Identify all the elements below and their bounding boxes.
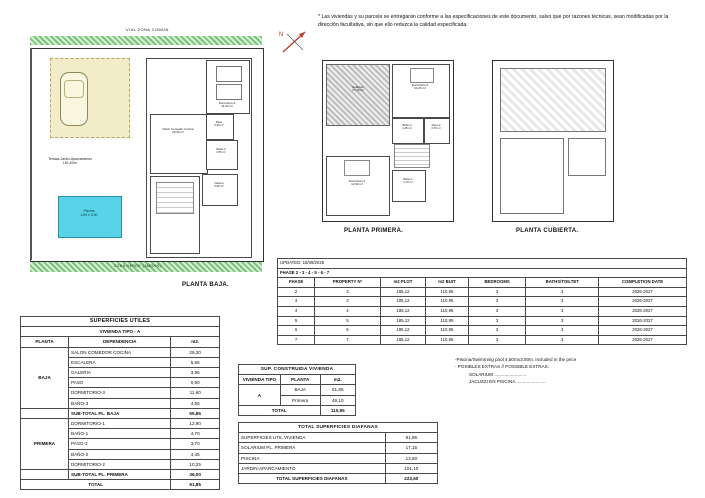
bano2-area: 4,45 m² (402, 126, 412, 131)
total-label: TOTAL (239, 405, 321, 415)
cell: 110,95 (426, 335, 469, 345)
cell: 110,95 (426, 297, 469, 307)
bano2-name: Baño-2 (402, 123, 412, 127)
pool-label (68, 210, 110, 218)
table-row (21, 347, 220, 357)
cell: JARDIN-APARCAMIENTO (239, 463, 386, 473)
roof-small-block (568, 138, 606, 176)
col-vivienda-tipo: VIVIENDA TIPO (239, 375, 281, 385)
total-label: TOTAL SUPERFICIES DIAFANAS (239, 474, 386, 484)
cell: 2026-2027 (599, 287, 687, 297)
cell: 3 (526, 287, 599, 297)
planta-cubierta-drawing (492, 60, 652, 250)
construida-title: SUP. CONSTRUIDA VIVIENDA (239, 365, 356, 375)
cell: 0,90 (171, 378, 220, 388)
cell: 17,15 (385, 443, 437, 453)
cell: 110,95 (426, 326, 469, 336)
cell: 3,95 (171, 368, 220, 378)
table-row (239, 463, 438, 473)
col-planta: PLANTA (280, 375, 320, 385)
cell: 2 (278, 287, 315, 297)
galeria-label (202, 182, 236, 188)
room-galeria (202, 174, 238, 206)
bano3-area: 4,55 m² (216, 150, 226, 155)
cell: 3 (278, 297, 315, 307)
cell: 11,60 (171, 388, 220, 398)
dormitorio2-name: Dormitorio-2 (411, 83, 429, 87)
cell: DORMITORIO-2 (69, 459, 171, 469)
cell: 2026-2027 (599, 316, 687, 326)
cell: BAÑO-1 (69, 429, 171, 439)
parcel-left-wall (30, 48, 32, 260)
cell: 3 (468, 316, 526, 326)
roof-lower-block (500, 138, 564, 214)
cell: 7 (315, 335, 380, 345)
room-paso-2 (424, 118, 450, 144)
subtotal-value: 55,85 (171, 408, 220, 418)
street-label-bottom: ZONA VERDE (JARDIN) (114, 264, 162, 268)
table-row (239, 443, 438, 453)
cell: SALON COMEDOR COCINA (69, 347, 171, 357)
planta-cubierta-title: PLANTA CUBIERTA. (516, 228, 579, 234)
roof-hatch-upper (500, 68, 606, 132)
table-row (278, 297, 687, 307)
planta-primera-drawing (322, 60, 462, 250)
terraza-area: 181,40m² (62, 160, 78, 165)
cell: BAÑO-3 (69, 398, 171, 408)
table-row (21, 419, 220, 429)
utiles-title: SUPERFICIES UTILES (21, 317, 220, 327)
cell: 3 (526, 335, 599, 345)
subtotal-label: SUB-TOTAL PL. PRIMERA (69, 470, 171, 480)
table-row (239, 433, 438, 443)
col-bedrooms: BEDROOMS (468, 278, 526, 288)
cell: BAÑO-2 (69, 449, 171, 459)
solarium-name: Solarium (352, 85, 364, 89)
salon-area: 29,30 m² (172, 130, 184, 135)
room-bano-1 (392, 170, 426, 202)
extras-line-3: SOLARIUM ......................... (469, 371, 527, 377)
paso2-name: Paso-2 (431, 123, 441, 127)
bed-icon (216, 66, 242, 82)
bed-icon-dormitorio1 (344, 160, 370, 176)
col-dependencia: DEPENDENCIA (69, 337, 171, 347)
extras-line-4: JACUZZI EN PISCINA........................ (469, 379, 546, 385)
table-row (278, 335, 687, 345)
cell: BAJA (280, 385, 320, 395)
bano1-area: 4,70 m² (403, 180, 413, 185)
cell: 3 (526, 306, 599, 316)
construida-header-row (239, 375, 356, 385)
cell: 110,95 (426, 316, 469, 326)
col-completion: COMPLETION DATE (599, 278, 687, 288)
cell: 3 (468, 326, 526, 336)
cell: 10,25 (171, 459, 220, 469)
dormitorio2-area: 10,25 m² (414, 86, 426, 91)
cell: 110,95 (426, 287, 469, 297)
fases-updated: UPDATED: 15/09/2025 (278, 259, 687, 269)
galeria-area: 3,95 m² (214, 184, 224, 189)
dormitorio3-label (208, 102, 246, 109)
subtotal-label: SUB-TOTAL PL. BAJA (69, 408, 171, 418)
cell: 12,90 (171, 419, 220, 429)
stair-icon-primera (394, 144, 430, 168)
cell: 3 (526, 297, 599, 307)
car-roof-icon (64, 80, 84, 98)
dormitorio1-name: Dormitorio-1 (348, 179, 366, 183)
cell: 3 (468, 306, 526, 316)
galeria-name: Galeria (214, 181, 224, 185)
diafanas-title: TOTAL SUPERFICIES DIAFANAS (239, 423, 438, 433)
cell: SOLARIUM PL. PRIMERA (239, 443, 386, 453)
bed-icon-primera (410, 68, 434, 83)
fases-table (277, 258, 687, 345)
table-row (278, 306, 687, 316)
cell: PASO (69, 378, 171, 388)
diafanas-total-row (239, 474, 438, 484)
utiles-subtitle: VIVIENDA TIPO - A (21, 327, 220, 337)
dormitorio3-name: Dormitorio-3 (218, 101, 236, 105)
cell: Primera (280, 395, 320, 405)
cell: 2026-2027 (599, 306, 687, 316)
disclaimer-note: * Las viviendas y su parcela se entregarán conforme a las especificaciones de este documento, salvo que por razones técnicas, sean modificadas por la dirección facultativa, sin que ello reduzca la calidad especificada. (318, 14, 669, 28)
total-value: 223,60 (385, 474, 437, 484)
subtotal-value: 36,00 (171, 470, 220, 480)
salon-name: Salon Comedor Cocina (162, 127, 194, 131)
table-row (278, 287, 687, 297)
dormitorio1-area: 12,90 m² (351, 182, 363, 187)
cell: 4,70 (171, 429, 220, 439)
cell: 3 (526, 326, 599, 336)
cell: 5 (315, 316, 380, 326)
bano2-label (392, 124, 422, 130)
superficies-diafanas-table (238, 422, 438, 484)
bano1-name: Baño-1 (403, 177, 413, 181)
group-planta-baja: BAJA (21, 347, 69, 408)
cell: 29,30 (171, 347, 220, 357)
bed-icon-2 (216, 84, 242, 100)
col-fhase: FHASE (278, 278, 315, 288)
table-row (278, 326, 687, 336)
planta-primera-title: PLANTA PRIMERA. (344, 228, 404, 234)
total-value: 110,95 (320, 405, 356, 415)
cell: 2 (315, 287, 380, 297)
cell: 3 (468, 335, 526, 345)
cell: 6 (315, 326, 380, 336)
col-m2-plot: m2 PLOT (380, 278, 425, 288)
cell: 13,50 (385, 453, 437, 463)
col-m2-buit: m2 BUIT (426, 278, 469, 288)
subtotal-row-baja (21, 408, 220, 418)
utiles-header-row (21, 337, 220, 347)
cell: 185,12 (380, 326, 425, 336)
room-bano-2 (392, 118, 424, 144)
superficies-utiles-table (20, 316, 220, 490)
pool-area: 4,50 x 3,00 (80, 212, 98, 217)
construida-total-row (239, 405, 356, 415)
paso2-label (424, 124, 448, 130)
bano3-label (206, 148, 236, 154)
planta-baja-drawing (16, 14, 266, 288)
col-planta: PLANTA (21, 337, 69, 347)
cell: PISCINA (239, 453, 386, 463)
cell: 2026-2027 (599, 297, 687, 307)
cell: 4,55 (171, 398, 220, 408)
group-planta-primera: PRIMERA (21, 419, 69, 470)
cell: 49,10 (320, 395, 356, 405)
street-label-top: VIAL ZONA COMUN (126, 27, 169, 32)
cell: 4,45 (171, 449, 220, 459)
cell: 4 (315, 306, 380, 316)
cell: 185,12 (380, 287, 425, 297)
total-label: TOTAL (21, 480, 171, 490)
bano3-name: Baño-3 (216, 147, 226, 151)
svg-text:N: N (279, 32, 284, 38)
cell: 2026-2027 (599, 326, 687, 336)
compass-icon (277, 26, 311, 60)
utiles-total-row (21, 480, 220, 490)
room-bano-3 (206, 140, 238, 170)
paso2-area: 3,70 m² (431, 126, 441, 131)
cell: 91,85 (385, 433, 437, 443)
subtotal-row-primera (21, 470, 220, 480)
pool-name: Piscina (83, 209, 95, 213)
cell: 3,70 (171, 439, 220, 449)
construida-tipo: A (239, 385, 281, 405)
cell: 6 (278, 326, 315, 336)
solarium-area (326, 64, 390, 126)
col-m2: m2. (171, 337, 220, 347)
sup-construida-table (238, 364, 356, 416)
paso-label (206, 121, 232, 127)
cell: ESCALERA (69, 357, 171, 367)
cell: 2026-2027 (599, 335, 687, 345)
extras-line-1: -Piscina/Swimming pool 4,50mx3,00m. included in the price (455, 357, 577, 362)
table-row (239, 385, 356, 395)
cell: 3 (526, 316, 599, 326)
cell: DORMITORIO-3 (69, 388, 171, 398)
cell: 185,12 (380, 306, 425, 316)
extras-notes (455, 356, 685, 385)
cell: 3 (315, 297, 380, 307)
table-row (278, 316, 687, 326)
col-baths: BATHS/TOILTET (526, 278, 599, 288)
solarium-label (332, 86, 384, 93)
terraza-name: Terraza-Jardin-Aparcamiento (48, 157, 92, 161)
dormitorio2-label (394, 84, 446, 91)
bano1-label (392, 178, 424, 184)
salon-label (150, 128, 206, 135)
cell: 101,10 (385, 463, 437, 473)
col-property: PROPERTY Nº (315, 278, 380, 288)
dormitorio3-area: 11,60 m² (221, 104, 233, 109)
fases-phase-header: FHASE 2 - 3 - 4 - 5 - 6 - 7 (278, 268, 687, 278)
fases-header-row (278, 278, 687, 288)
col-m2: m2. (320, 375, 356, 385)
room-salon-comedor-cocina (150, 114, 208, 174)
cell: 3 (468, 287, 526, 297)
cell: 110,95 (426, 306, 469, 316)
paso-area: 0,90 m² (214, 123, 224, 128)
top-green-band (30, 36, 262, 45)
cell: 7 (278, 335, 315, 345)
solarium-area-value: 17,15 m² (352, 88, 364, 93)
cell: 3 (468, 297, 526, 307)
planta-baja-title: PLANTA BAJA. (182, 282, 229, 288)
table-row (239, 453, 438, 463)
stair-icon (156, 182, 194, 214)
paso-name: Paso (215, 120, 223, 124)
terraza-label (32, 158, 108, 166)
cell: DORMITORIO-1 (69, 419, 171, 429)
cell: 5,55 (171, 357, 220, 367)
cell: 5 (278, 316, 315, 326)
cell: PASO-2 (69, 439, 171, 449)
cell: 185,12 (380, 316, 425, 326)
cell: 185,12 (380, 335, 425, 345)
cell: 185,12 (380, 297, 425, 307)
cell: 61,85 (320, 385, 356, 395)
total-value: 91,85 (171, 480, 220, 490)
dormitorio1-label (328, 180, 386, 187)
cell: GALERIA (69, 368, 171, 378)
cell: 4 (278, 306, 315, 316)
extras-line-2: - POSIBLES EXTRAS // POSSIBLE EXTRAS: (455, 364, 549, 370)
cell: SUPERFICIES UTIL VIVIENDA (239, 433, 386, 443)
